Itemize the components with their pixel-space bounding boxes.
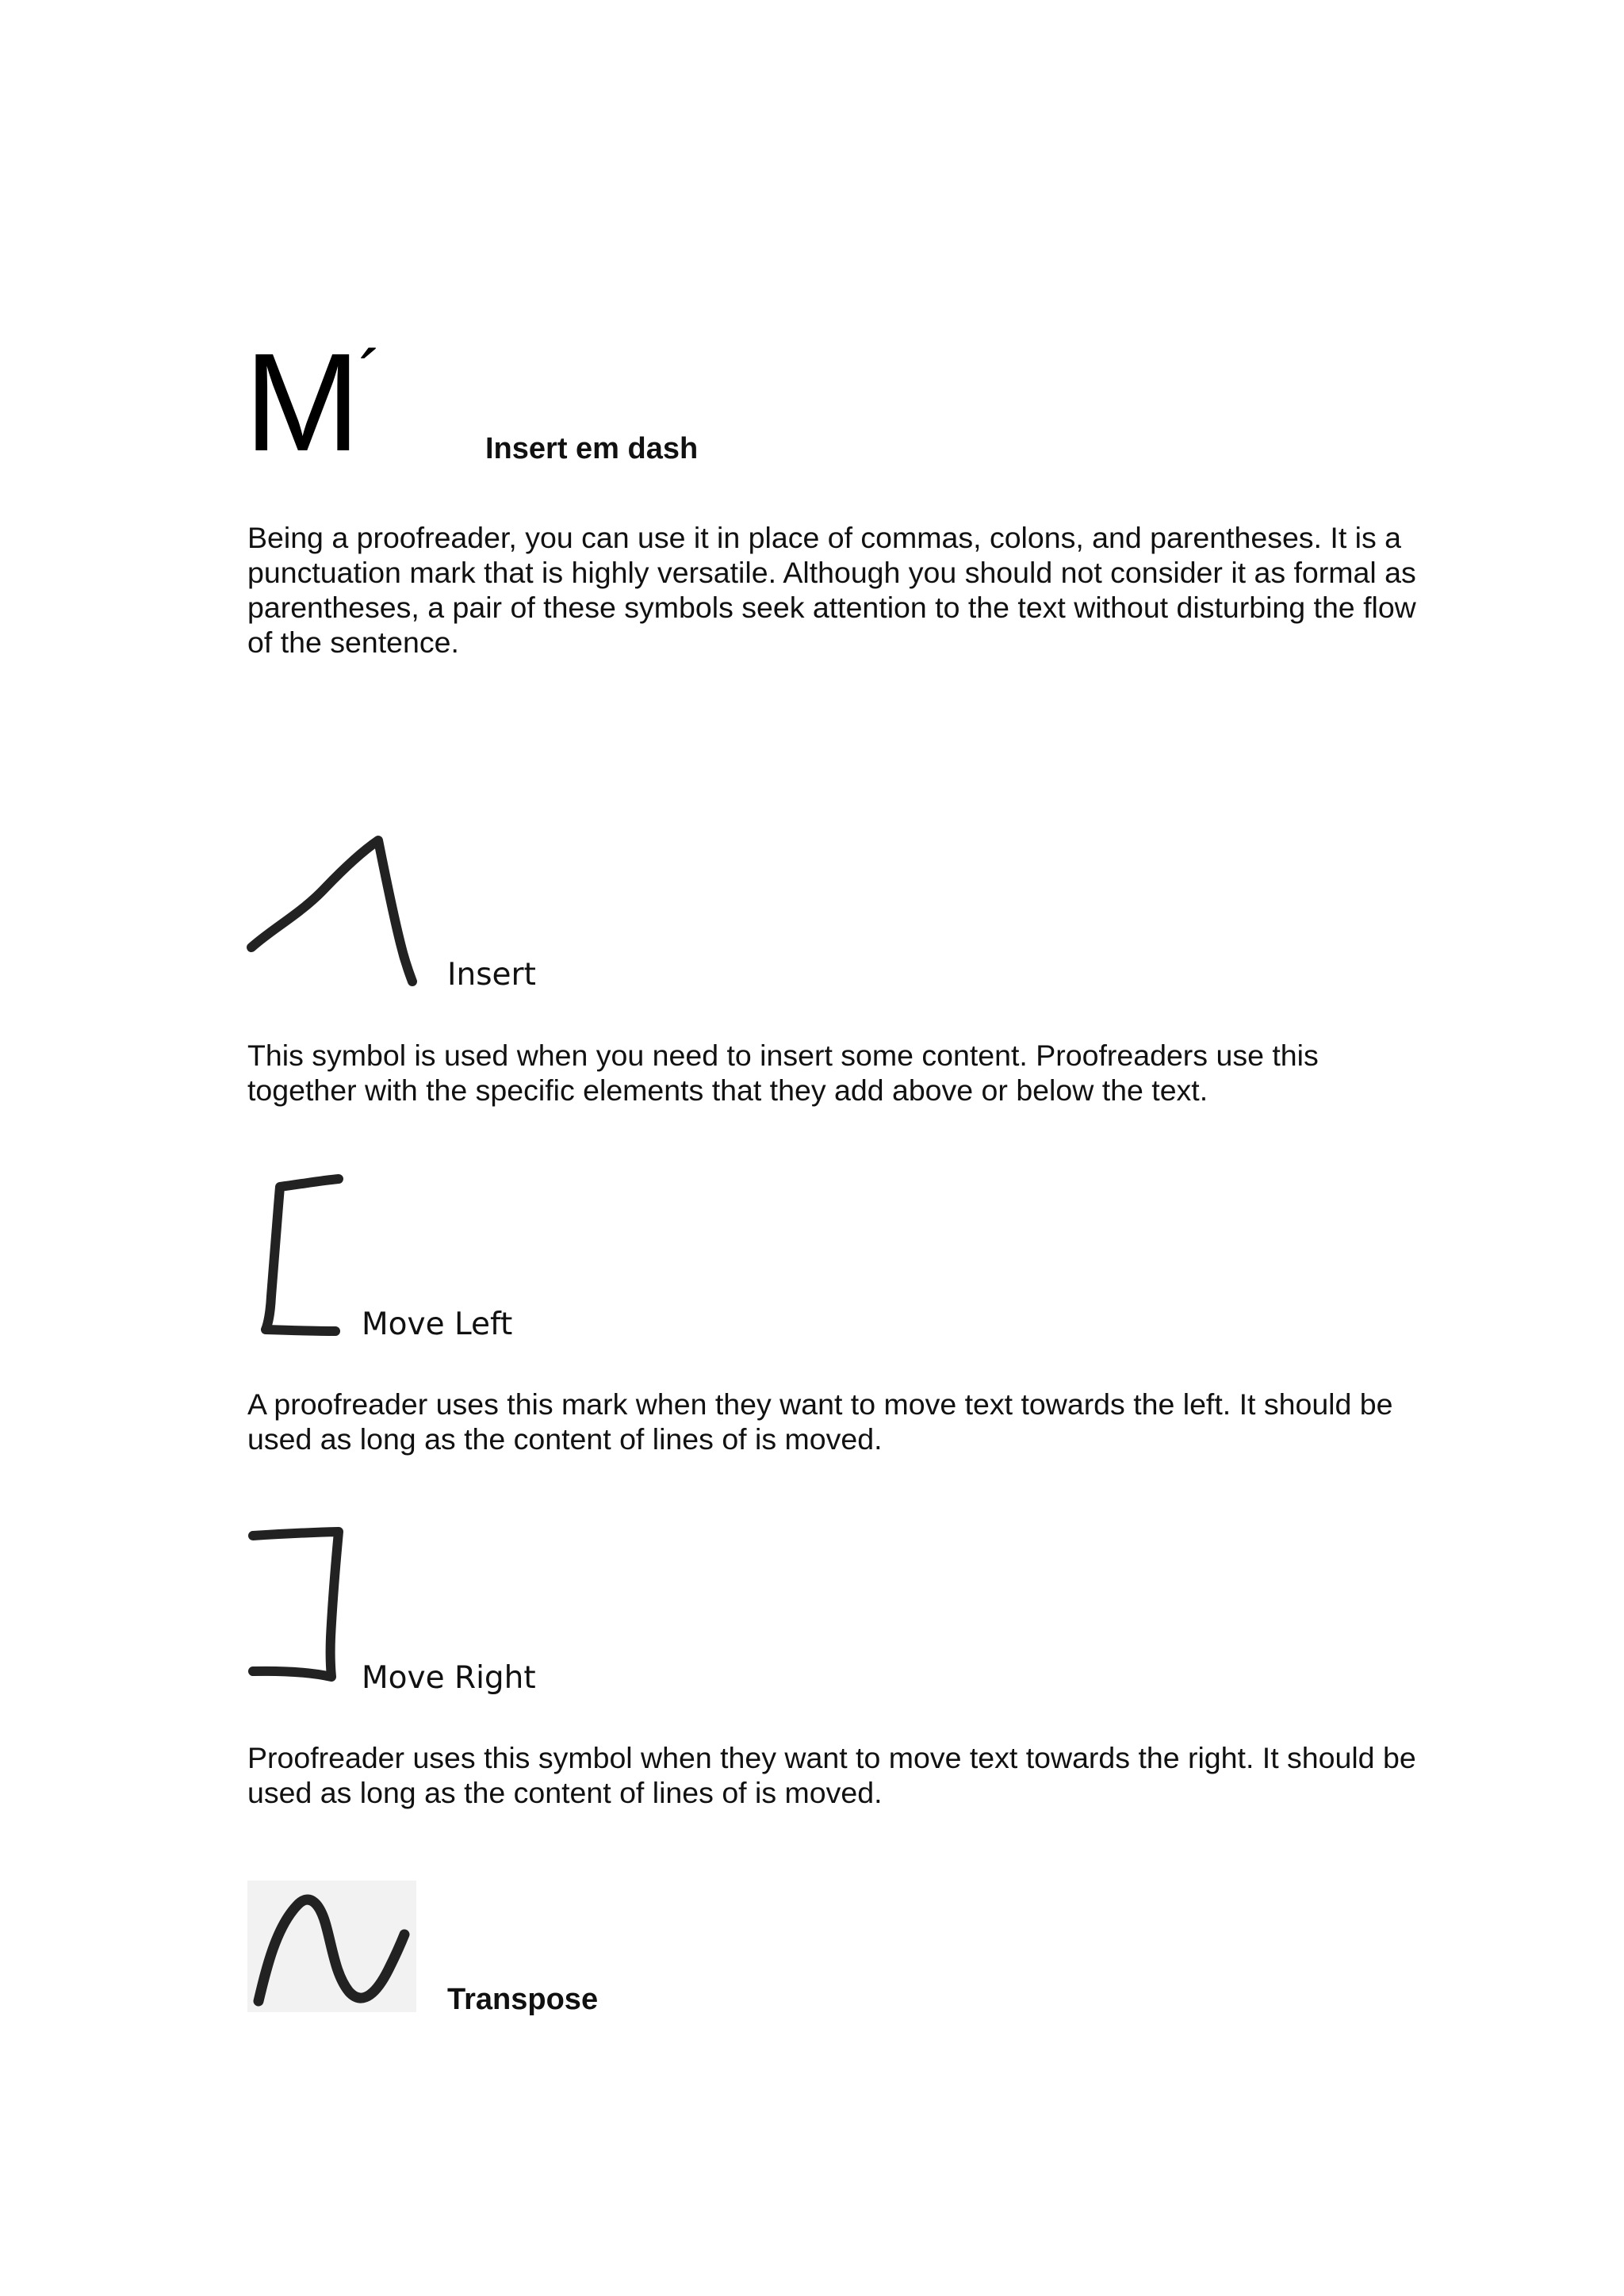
- insert-description: This symbol is used when you need to insert some content. Proofreaders use this together with the specific elements that they add above or below the text.: [247, 1039, 1319, 1107]
- move-left-heading: Move Left: [362, 1307, 513, 1342]
- move-left-description: A proofreader uses this mark when they want to move text towards the left. It should be used as long as the content of lines of is moved.: [247, 1387, 1393, 1456]
- em-dash-symbol-accent: ´: [358, 337, 382, 416]
- caret-insert-icon: [242, 825, 424, 991]
- em-dash-heading: Insert em dash: [485, 432, 699, 465]
- move-left-bracket-icon: [242, 1169, 353, 1344]
- em-dash-symbol-letter: M: [244, 325, 361, 480]
- transpose-heading: Transpose: [447, 1983, 599, 2016]
- transpose-wave-icon: [247, 1881, 416, 2012]
- move-right-bracket-icon: [242, 1518, 353, 1693]
- em-dash-description: Being a proofreader, you can use it in place of commas, colons, and parentheses. It is a punctuation mark that is highly versatile. Although you should not consider it as formal as parentheses, a pair of these symbols seek attention to the text without disturbing the flow of the sentence.: [247, 521, 1416, 659]
- move-right-description: Proofreader uses this symbol when they want to move text towards the right. It should be used as long as the content of lines of is moved.: [247, 1741, 1416, 1809]
- move-right-heading: Move Right: [362, 1660, 536, 1696]
- insert-heading: Insert: [447, 957, 536, 993]
